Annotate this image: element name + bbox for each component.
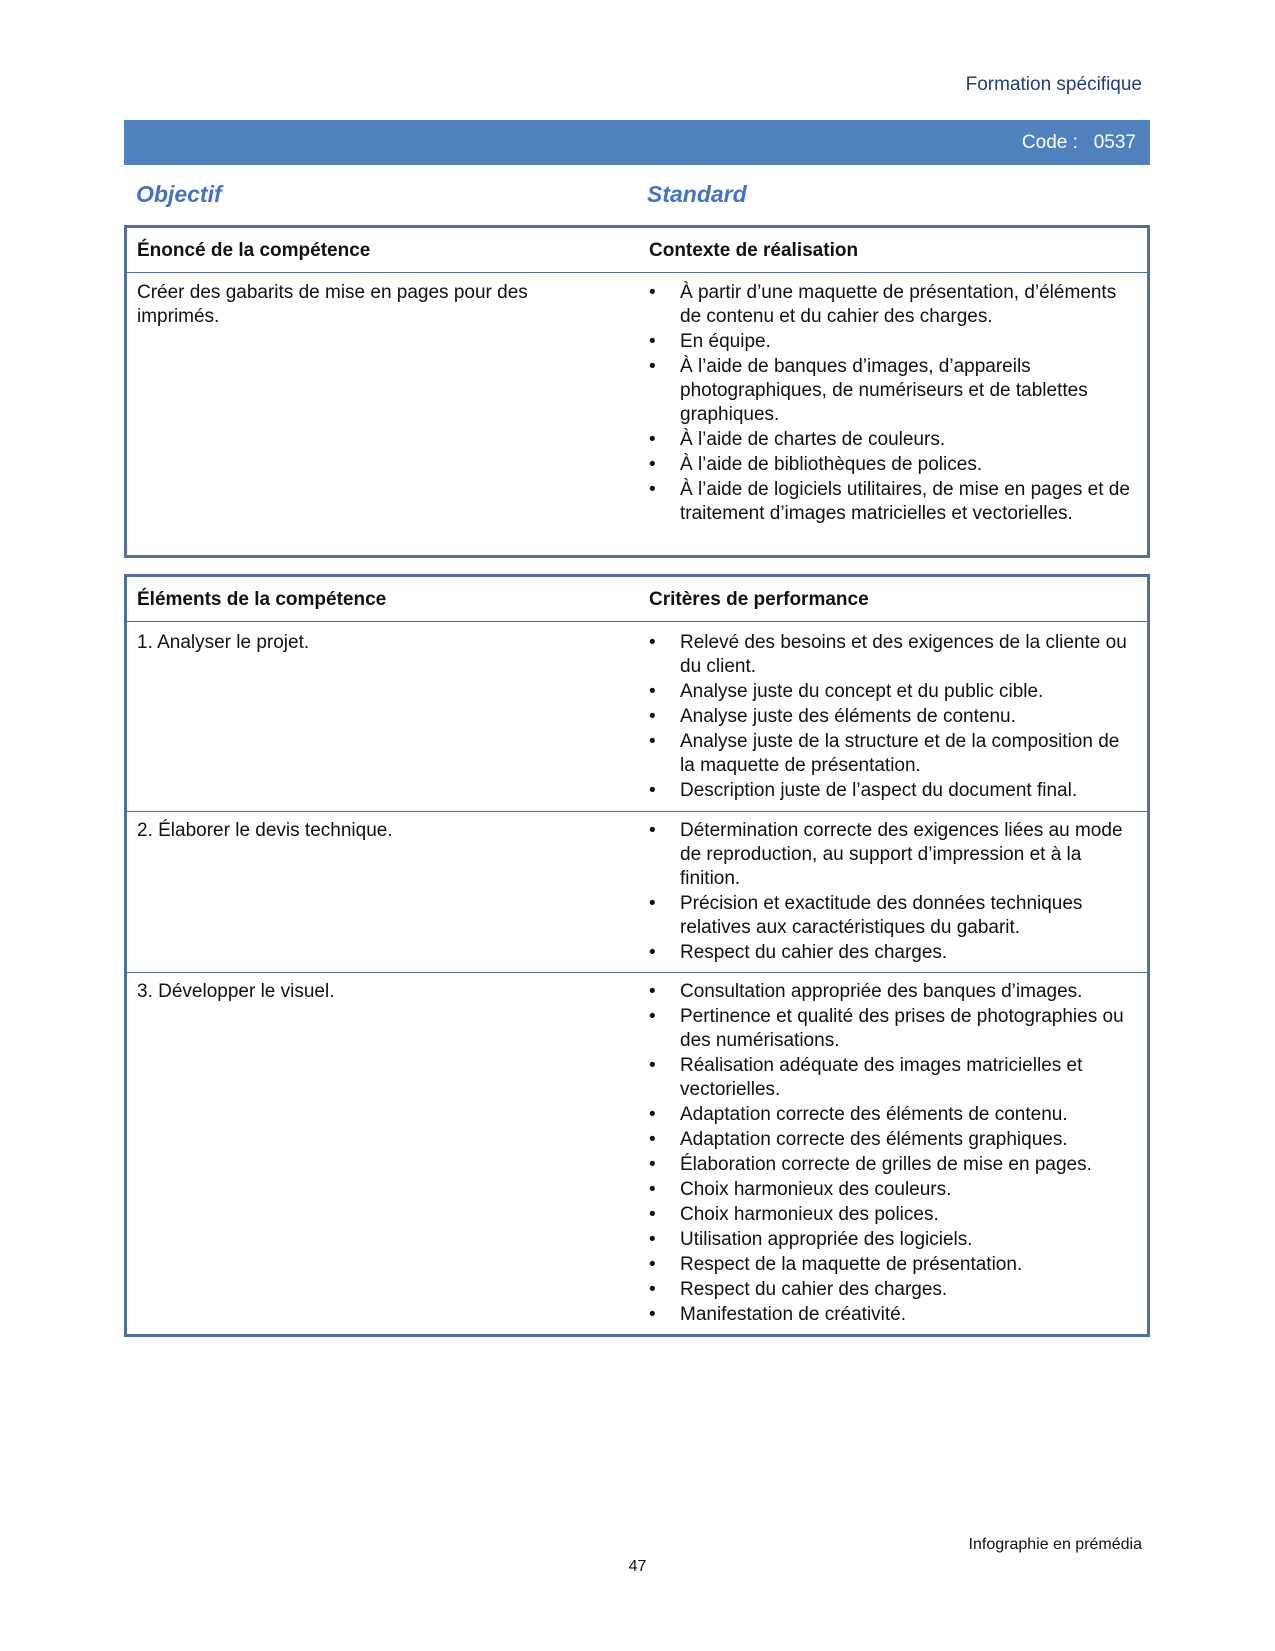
- context-text: En équipe.: [680, 331, 771, 352]
- context-column-header: Contexte de réalisation: [649, 240, 859, 261]
- criterion-text: Consultation appropriée des banques d’images.: [680, 981, 1083, 1002]
- criterion-text: Détermination correcte des exigences liées au mode de reproduction, au support d’impression et à la finition.: [680, 820, 1123, 889]
- list-item: [649, 1278, 1137, 1302]
- criterion-text: Analyse juste du concept et du public cible.: [680, 681, 1044, 702]
- context-text: À l’aide de banques d’images, d’appareils photographiques, de numériseurs et de tablettes graphiques.: [680, 356, 1088, 425]
- criterion-text: Utilisation appropriée des logiciels.: [680, 1229, 973, 1250]
- table-header: [127, 228, 1147, 273]
- bullet-icon: •: [649, 820, 656, 841]
- bullet-icon: •: [649, 942, 656, 963]
- bullet-icon: •: [649, 356, 656, 377]
- bullet-icon: •: [649, 429, 656, 450]
- list-item: [649, 892, 1137, 940]
- list-item: [649, 819, 1137, 891]
- bullet-icon: •: [649, 479, 656, 500]
- context-text: À l’aide de bibliothèques de polices.: [680, 454, 983, 475]
- criteria-list: [649, 631, 1137, 804]
- criterion-text: Analyse juste des éléments de contenu.: [680, 706, 1016, 727]
- criterion-text: Respect de la maquette de présentation.: [680, 1254, 1023, 1275]
- criteria-list: [649, 980, 1137, 1328]
- bullet-icon: •: [649, 282, 656, 303]
- criteria-list: [649, 819, 1137, 966]
- criterion-text: Respect du cahier des charges.: [680, 942, 948, 963]
- bullet-icon: •: [649, 1055, 656, 1076]
- elements-column-header: Éléments de la compétence: [137, 589, 387, 610]
- bullet-icon: •: [649, 1129, 656, 1150]
- objectif-label: Objectif: [136, 181, 222, 207]
- competence-statement: Créer des gabarits de mise en pages pour des imprimés.: [137, 282, 528, 327]
- criterion-text: Choix harmonieux des polices.: [680, 1204, 939, 1225]
- list-item: [649, 428, 1137, 452]
- element-label: 3. Développer le visuel.: [137, 981, 335, 1002]
- section-labels: [136, 181, 1150, 209]
- list-item: [649, 1005, 1137, 1053]
- standard-label: Standard: [647, 181, 747, 207]
- bullet-icon: •: [649, 731, 656, 752]
- criterion-text: Respect du cahier des charges.: [680, 1279, 948, 1300]
- context-text: À partir d’une maquette de présentation, d’éléments de contenu et du cahier des charges.: [680, 282, 1117, 327]
- bullet-icon: •: [649, 706, 656, 727]
- row-divider: [127, 811, 1147, 812]
- list-item: [649, 680, 1137, 704]
- element-label: 1. Analyser le projet.: [137, 632, 310, 653]
- context-text: À l’aide de chartes de couleurs.: [680, 429, 946, 450]
- bullet-icon: •: [649, 1204, 656, 1225]
- list-item: [649, 980, 1137, 1004]
- bullet-icon: •: [649, 1254, 656, 1275]
- criterion-text: Réalisation adéquate des images matricielles et vectorielles.: [680, 1055, 1083, 1100]
- criterion-text: Précision et exactitude des données techniques relatives aux caractéristiques du gabarit.: [680, 893, 1083, 938]
- list-item: [649, 1178, 1137, 1202]
- bullet-icon: •: [649, 1279, 656, 1300]
- program-code: Code : 0537: [1021, 132, 1136, 153]
- criterion-text: Adaptation correcte des éléments de contenu.: [680, 1104, 1068, 1125]
- list-item: [649, 1303, 1137, 1327]
- list-item: [649, 631, 1137, 679]
- statement-column-header: Énoncé de la compétence: [137, 240, 371, 261]
- header-title: Formation spécifique: [965, 74, 1142, 95]
- criterion-text: Pertinence et qualité des prises de photographies ou des numérisations.: [680, 1006, 1124, 1051]
- list-item: [649, 705, 1137, 729]
- bullet-icon: •: [649, 1229, 656, 1250]
- criterion-text: Choix harmonieux des couleurs.: [680, 1179, 952, 1200]
- list-item: [649, 478, 1137, 526]
- bullet-icon: •: [649, 1006, 656, 1027]
- criterion-text: Analyse juste de la structure et de la composition de la maquette de présentation.: [680, 731, 1120, 776]
- criterion-text: Description juste de l’aspect du document final.: [680, 780, 1078, 801]
- bullet-icon: •: [649, 1179, 656, 1200]
- performance-criteria-table: [124, 574, 1150, 1337]
- criterion-text: Manifestation de créativité.: [680, 1304, 907, 1325]
- table-header: [127, 577, 1147, 622]
- bullet-icon: •: [649, 893, 656, 914]
- list-item: [649, 1128, 1137, 1152]
- list-item: [649, 730, 1137, 778]
- bullet-icon: •: [649, 681, 656, 702]
- list-item: [649, 1203, 1137, 1227]
- row-divider: [127, 972, 1147, 973]
- page-number: 47: [628, 1558, 647, 1575]
- bullet-icon: •: [649, 1154, 656, 1175]
- list-item: [649, 779, 1137, 803]
- list-item: [649, 1153, 1137, 1177]
- list-item: [649, 1054, 1137, 1102]
- list-item: [649, 330, 1137, 354]
- footer-program-name: Infographie en prémédia: [968, 1536, 1142, 1553]
- bullet-icon: •: [649, 454, 656, 475]
- list-item: [649, 1228, 1137, 1252]
- bullet-icon: •: [649, 632, 656, 653]
- list-item: [649, 1103, 1137, 1127]
- list-item: [649, 281, 1137, 329]
- bullet-icon: •: [649, 780, 656, 801]
- list-item: [649, 941, 1137, 965]
- context-text: À l’aide de logiciels utilitaires, de mise en pages et de traitement d’images matricielles et vectorielles.: [680, 479, 1130, 524]
- list-item: [649, 1253, 1137, 1277]
- element-label: 2. Élaborer le devis technique.: [137, 820, 393, 841]
- criterion-text: Relevé des besoins et des exigences de la cliente ou du client.: [680, 632, 1127, 677]
- bullet-icon: •: [649, 331, 656, 352]
- criterion-text: Élaboration correcte de grilles de mise en pages.: [680, 1154, 1092, 1175]
- list-item: [649, 453, 1137, 477]
- context-list: [649, 281, 1137, 527]
- criterion-text: Adaptation correcte des éléments graphiques.: [680, 1129, 1068, 1150]
- bullet-icon: •: [649, 981, 656, 1002]
- code-bar: [124, 120, 1150, 165]
- competence-statement-table: [124, 225, 1150, 558]
- bullet-icon: •: [649, 1304, 656, 1325]
- criteria-column-header: Critères de performance: [649, 589, 869, 610]
- list-item: [649, 355, 1137, 427]
- bullet-icon: •: [649, 1104, 656, 1125]
